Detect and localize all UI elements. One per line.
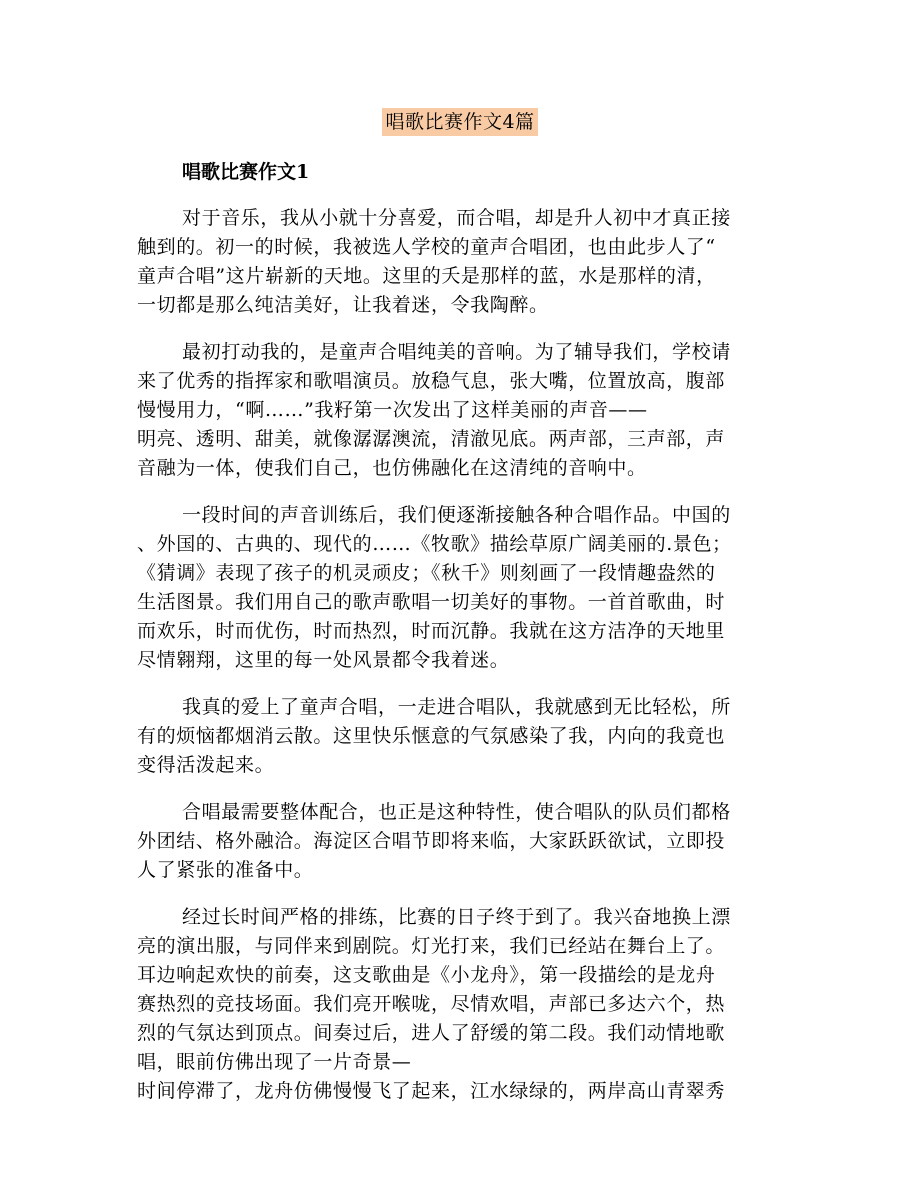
paragraph-line: 最初打动我的，是童声合唱纯美的音响。为了辅导我们，学校请 <box>182 341 731 363</box>
paragraph-line: 慢慢用力，“啊……”我籽第一次发出了这样美丽的声音—— <box>137 399 648 421</box>
paragraph-line: 《猜调》表现了孩子的机灵顽皮；《秋千》则刻画了一段情趣盎然的 <box>137 562 716 584</box>
paragraph-line: 变得活泼起来。 <box>137 754 275 776</box>
paragraph-1 <box>137 204 785 320</box>
paragraph-6 <box>137 903 785 1106</box>
paragraph-line: 亮的演出服，与同伴来到剧院。灯光打来，我们已经站在舞台上了。 <box>137 935 726 957</box>
paragraph-line: 耳边响起欢快的前奏，这支歌曲是《小龙舟》，第一段描绘的是龙舟 <box>137 964 716 986</box>
paragraph-line: 而欢乐，时而优伤，时而热烈，时而沉静。我就在这方洁净的天地里 <box>137 620 726 642</box>
paragraph-line: 赛热烈的竞技场面。我们亮开喉咙，尽情欢唱，声部已多达六个，热 <box>137 993 726 1015</box>
paragraph-line: 外团结、格外融洽。海淀区合唱节即将来临，大家跃跃欲试，立即投 <box>137 830 726 852</box>
paragraph-3 <box>137 501 785 675</box>
paragraph-2 <box>137 338 785 483</box>
paragraph-line: 来了优秀的指挥家和歌唱演员。放稳气息，张大嘴，位置放高，腹部 <box>137 370 726 392</box>
paragraph-line: 有的烦恼都烟消云散。这里快乐惬意的气氛感染了我，内向的我竟也 <box>137 725 726 747</box>
paragraph-line: 一切都是那么纯洁美好，让我着迷，令我陶醉。 <box>137 294 549 316</box>
paragraph-line: 生活图景。我们用自己的歌声歌唱一切美好的事物。一首首歌曲，时 <box>137 591 726 613</box>
document-title-container <box>0 108 920 136</box>
paragraph-line: 合唱最需要整体配合，也正是这种特性，使合唱队的队员们都格 <box>182 801 731 823</box>
paragraph-line: 时间停滞了，龙舟仿佛慢慢飞了起来，江水绿绿的，两岸高山青翠秀 <box>137 1080 726 1102</box>
paragraph-5 <box>137 798 785 885</box>
section-heading: 唱歌比赛作文1 <box>182 161 310 183</box>
paragraph-line: 我真的爱上了童声合唱，一走进合唱队，我就感到无比轻松，所 <box>182 696 731 718</box>
body-text <box>137 204 785 1124</box>
paragraph-line: 一段时间的声音训练后，我们便逐渐接触各种合唱作品。中国的 <box>182 504 731 526</box>
paragraph-line: 触到的。初一的时候，我被选人学校的童声合唱团，也由此步人了“ <box>137 236 716 258</box>
document-title: 唱歌比赛作文4篇 <box>382 108 537 136</box>
paragraph-4 <box>137 693 785 780</box>
paragraph-line: 对于音乐，我从小就十分喜爱，而合唱，却是升人初中才真正接 <box>182 207 731 229</box>
paragraph-line: 尽情翱翔，这里的每一处风景都令我着迷。 <box>137 649 510 671</box>
paragraph-line: 、外国的、古典的、现代的……《牧歌》描绘草原广阔美丽的.景色； <box>137 533 732 555</box>
paragraph-line: 音融为一体，使我们自己，也仿佛融化在这清纯的音响中。 <box>137 457 647 479</box>
paragraph-line: 人了紧张的准备中。 <box>137 859 314 881</box>
paragraph-line: 唱，眼前仿佛出现了一片奇景— <box>137 1051 412 1073</box>
paragraph-line: 烈的气氛达到顶点。间奏过后，进人了舒缓的第二段。我们动情地歌 <box>137 1022 726 1044</box>
paragraph-line: 经过长时间严格的排练，比赛的日子终于到了。我兴奋地换上漂 <box>182 906 731 928</box>
paragraph-line: 明亮、透明、甜美，就像潺潺澳流，清澈见底。两声部，三声部，声 <box>137 428 726 450</box>
paragraph-line: 童声合唱”这片崭新的天地。这里的夭是那样的蓝，水是那样的清， <box>137 265 716 287</box>
